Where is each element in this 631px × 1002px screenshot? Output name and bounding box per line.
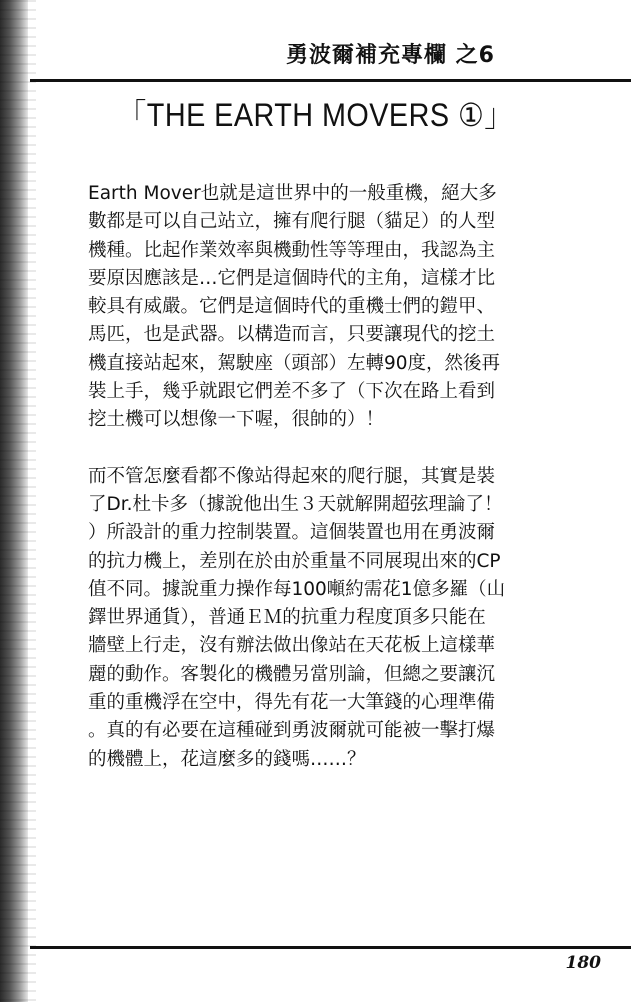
text-line: 的抗力機上，差別在於由於重量不同展現出來的CP [88, 550, 501, 572]
paragraph-1 [88, 180, 588, 435]
text-line: 。真的有必要在這種碰到勇波爾就可能被一擊打爆 [88, 720, 496, 742]
column-header-text: 勇波爾補充專欄 之6 [286, 43, 495, 68]
text-line: 數都是可以自己站立，擁有爬行腿（貓足）的人型 [88, 211, 496, 233]
text-line: 牆壁上行走，沒有辦法做出像站在天花板上這樣華 [88, 635, 496, 657]
text-line: 機直接站起來，駕駛座（頭部）左轉90度，然後再 [88, 352, 501, 374]
text-line: 較具有威嚴。它們是這個時代的重機士們的鎧甲、 [88, 296, 496, 318]
text-line: Earth Mover也就是這世界中的一般重機，絕大多 [88, 183, 497, 204]
text-line: ）所設計的重力控制裝置。這個裝置也用在勇波爾 [88, 522, 496, 544]
text-line: 機種。比起作業效率與機動性等等理由，我認為主 [88, 239, 496, 261]
article-title: 「THE EARTH MOVERS ①」 [117, 97, 514, 133]
text-line: 的機體上，花這麼多的錢嗎……？ [88, 748, 366, 770]
text-line: 馬匹，也是武器。以構造而言，只要讓現代的挖土 [88, 324, 496, 346]
scan-noise [0, 0, 36, 1002]
paragraph-2 [88, 463, 588, 774]
article-body [88, 180, 588, 774]
text-line: 挖土機可以想像一下喔，很帥的）！ [88, 409, 385, 431]
text-line: 鐸世界通貨），普通ＥＭ的抗重力程度頂多只能在 [88, 607, 486, 629]
text-line: 要原因應該是…它們是這個時代的主角，這樣才比 [88, 267, 496, 289]
bottom-rule [30, 946, 631, 949]
text-line: 裝上手，幾乎就跟它們差不多了（下次在路上看到 [88, 381, 496, 403]
paragraph-gap [88, 435, 588, 463]
text-line: 了Dr.杜卡多（據說他出生３天就解開超弦理論了！ [88, 493, 503, 515]
text-line: 值不同。據說重力操作每100噸約需花1億多羅（山 [88, 578, 506, 600]
page-number: 180 [565, 953, 601, 973]
text-line: 麗的動作。客製化的機體另當別論，但總之要讓沉 [88, 663, 496, 685]
text-line: 重的重機浮在空中，得先有花一大筆錢的心理準備 [88, 692, 496, 714]
column-header [0, 38, 631, 69]
text-line: 而不管怎麼看都不像站得起來的爬行腿，其實是裝 [88, 465, 496, 487]
top-rule [30, 79, 631, 82]
